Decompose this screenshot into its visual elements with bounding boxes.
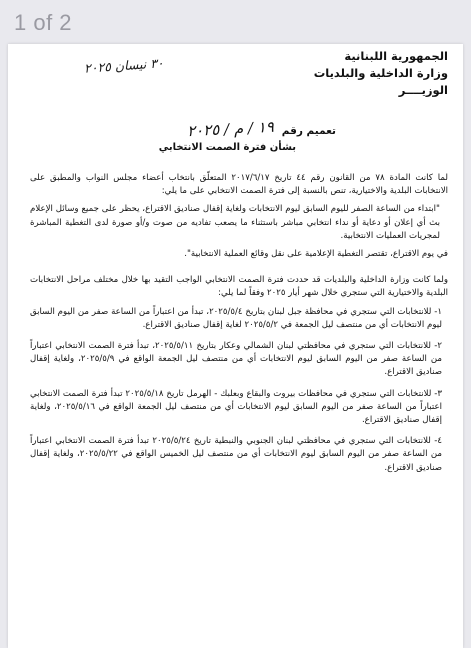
intro-paragraph: لما كانت المادة ٧٨ من القانون رقم ٤٤ تاريخ ٢٠١٧/٦/١٧ المتعلّق بانتخاب أعضاء مجلس النواب والمطبق على الانتخابات البلدية والاختيارية، تنص بالنسبة إلى فترة الصمت الانتخابي على ما يلي: [30, 173, 448, 197]
circular-label: تعميم رقم [281, 125, 336, 137]
list-item: ٢- للانتخابات التي ستجري في محافظتي لبنان الشمالي وعكار بتاريخ ٢٠٢٥/٥/١١، تبدأ فترة الصمت الانتخابي اعتباراً من الساعة صفر من اليوم السابق ليوم الانتخابات أي من منتصف ليل الجمعة الواقع في ٢٠٢٥/٥/٩، ولغاية إقفال صناديق الاقتراع. [30, 341, 443, 378]
list-item: ٣- للانتخابات التي ستجري في محافظات بيروت والبقاع وبعلبك - الهرمل تاريخ ٢٠٢٥/٥/١٨ تبدأ فترة الصمت الانتخابي اعتباراً من الساعة صفر من اليوم السابق ليوم الانتخابات أي من منتصف ليل الجمعة الواقع في ٢٠٢٥/٥/١٦، ولغاية إقفال صناديق الاقتراع. [30, 388, 442, 426]
quoted-article: "ابتداء من الساعة الصفر لليوم السابق ليوم الانتخابات ولغاية إقفال صناديق الاقتراع، يحظر على جميع وسائل الإعلام بث أي إعلان أو دعاية أو نداء انتخابي مباشر باستثناء ما يصعب تفاديه من صوت و/أو صورة لدى التغطية المباشرة لمجريات العمليات الانتخابية. [30, 204, 440, 241]
list-item: ٤- للانتخابات التي ستجري في محافظتي لبنان الجنوبي والنبطية تاريخ ٢٠٢٥/٥/٢٤ تبدأ فترة الصمت الانتخابي اعتباراً من الساعة صفر من اليوم السابق ليوم الانتخابات أي من منتصف ليل الخميس الواقع في ٢٠٢٥/٥/٢٢، ولغاية إقفال صناديق الاقتراع. [30, 436, 442, 473]
list-item: ١- للانتخابات التي ستجري في محافظة جبل لبنان بتاريخ ٢٠٢٥/٥/٤، تبدأ من اعتباراً من الساعة صفر من اليوم السابق ليوم الانتخابات أي من منتصف ليل الجمعة في ٢٠٢٥/٥/٢ لغاية إقفال صناديق الاقتراع. [30, 306, 442, 330]
circular-number: ١٩ / م / ٢٠٢٥ [186, 117, 275, 141]
subject-line: بشأن فترة الصمت الانتخابي [158, 142, 296, 153]
quoted-article-end: في يوم الاقتراع، تقتصر التغطية الإعلامية على نقل وقائع العملية الانتخابية". [184, 249, 448, 260]
setting-paragraph: ولما كانت وزارة الداخلية والبلديات قد حددت فترة الصمت الانتخابي الواجب التقيد بها خلال مختلف مراحل الانتخابات البلدية والاختيارية التي ستجري خلال شهر أيار ٢٠٢٥ وفقاً لما يلي: [30, 275, 448, 299]
document-body [30, 172, 448, 483]
document-page [8, 44, 463, 648]
document-content [30, 48, 448, 644]
letterhead-minister: الوزيــــر [398, 83, 448, 97]
letterhead-republic: الجمهورية اللبنانية [344, 49, 448, 63]
letterhead [314, 48, 448, 99]
page-indicator: 1 of 2 [14, 10, 73, 35]
circular-number-line [186, 117, 336, 141]
handwritten-date: ٣٠ نيسان ٢٠٢٥ [83, 55, 165, 76]
letterhead-ministry: وزارة الداخلية والبلديات [313, 66, 448, 80]
schedule-list [30, 306, 448, 475]
